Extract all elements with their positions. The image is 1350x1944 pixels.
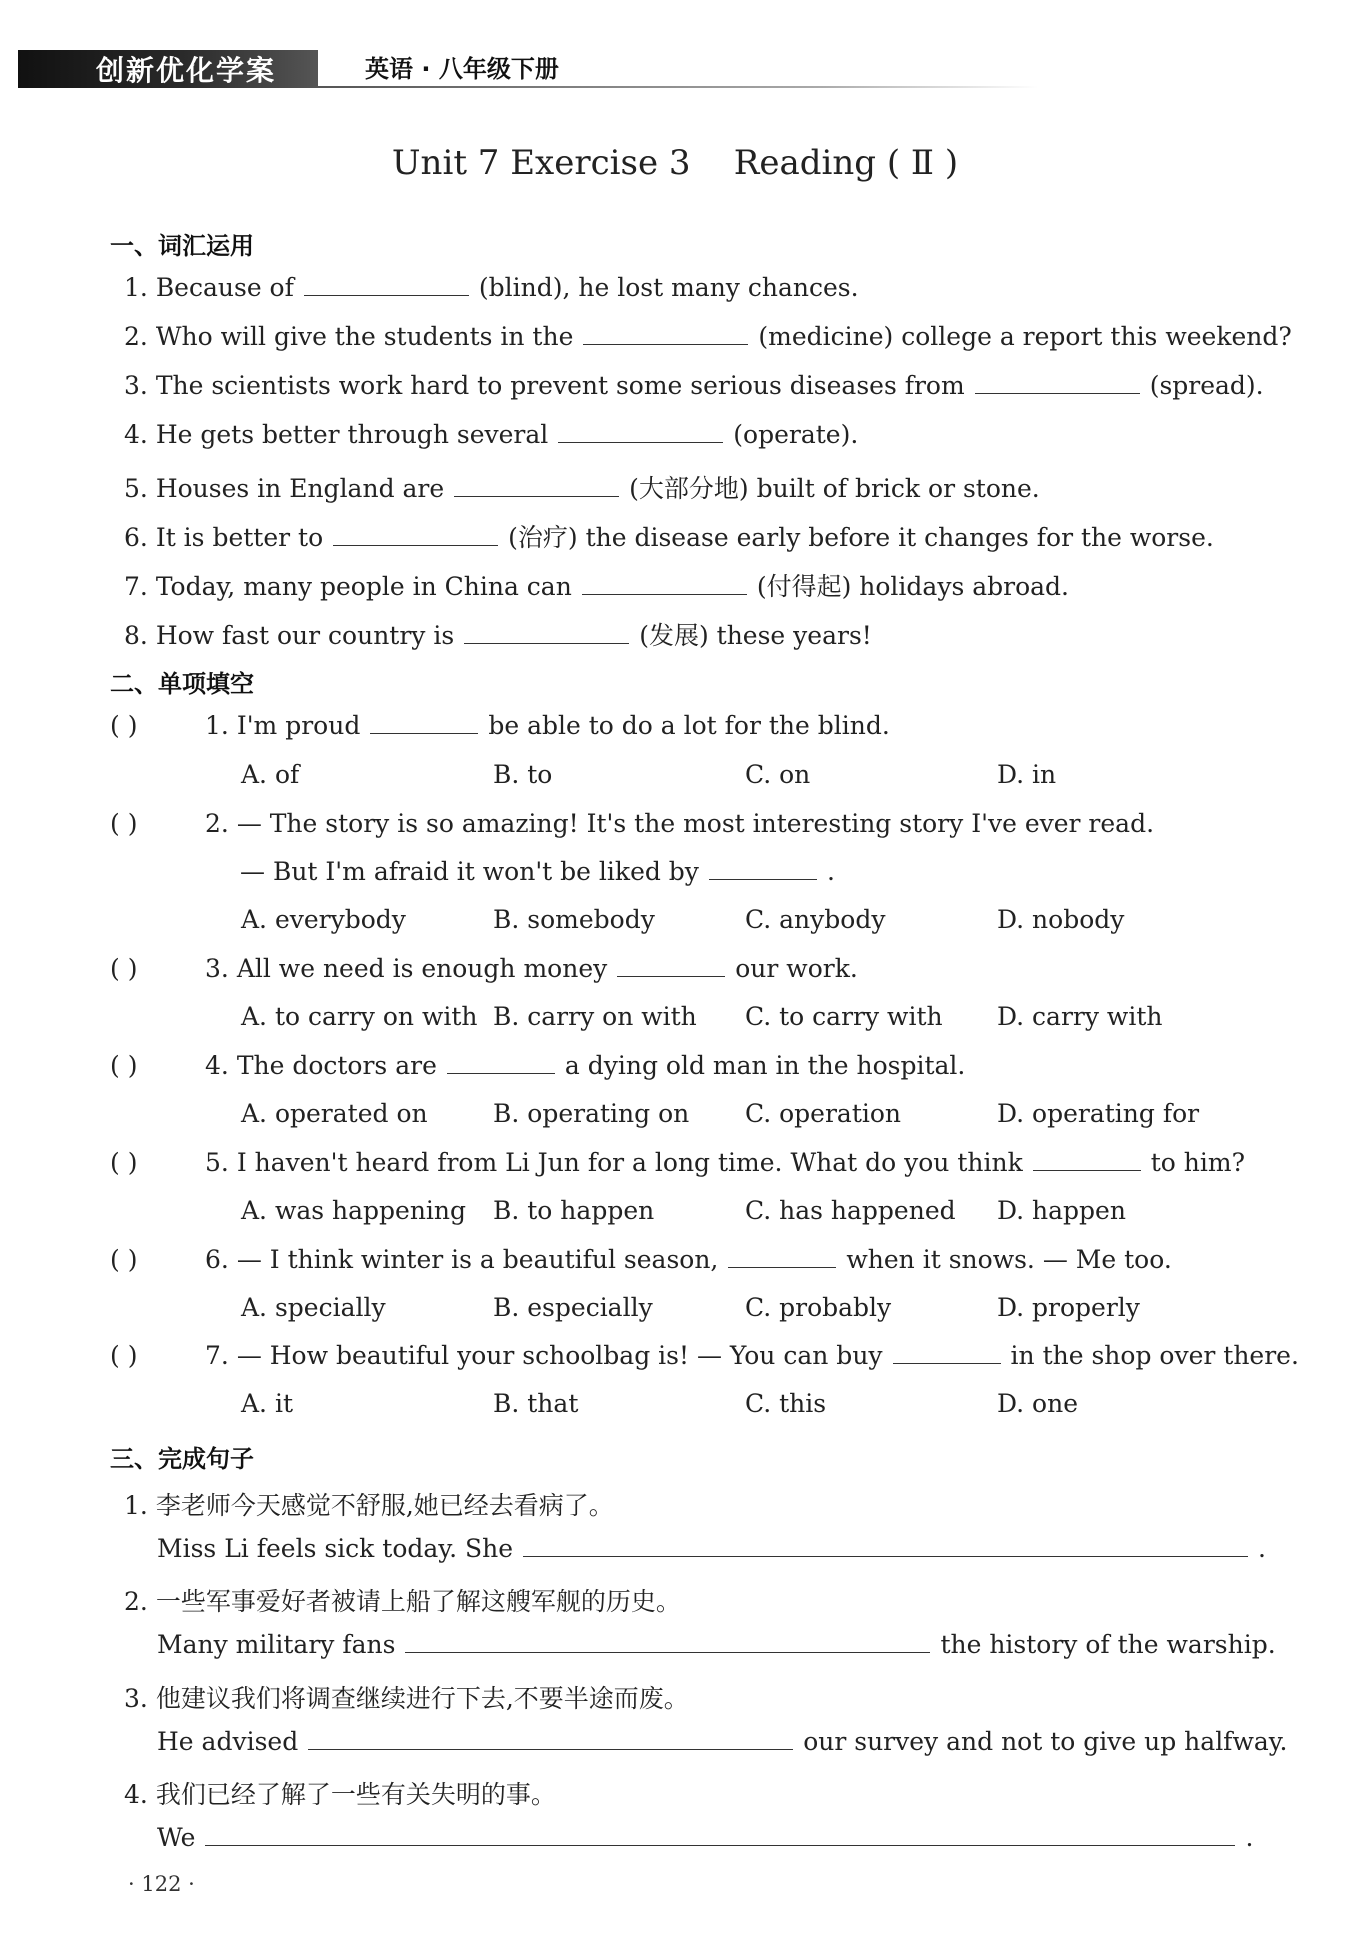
option-b: B. carry on with [493, 1002, 697, 1031]
vocab-item-5 [124, 469, 1040, 505]
question-text-before: I haven't heard from Li Jun for a long time. What do you think [236, 1148, 1023, 1177]
question-number: 5. [205, 1148, 229, 1177]
option-d: D. carry with [997, 1002, 1163, 1031]
answer-blank[interactable] [464, 623, 629, 644]
item-text-after: (blind), he lost many chances. [478, 273, 859, 302]
item-number: 1. [124, 273, 148, 302]
translation-item-2-english [157, 1630, 1276, 1659]
mc-question-5 [110, 1148, 1245, 1177]
item-text-before: He gets better through several [155, 420, 549, 449]
option-a: A. operated on [241, 1099, 428, 1128]
vocab-item-8 [124, 616, 872, 652]
item-number: 7. [124, 572, 148, 601]
option-b: B. operating on [493, 1099, 690, 1128]
option-d: D. properly [997, 1293, 1140, 1322]
option-c: C. this [745, 1389, 827, 1418]
item-text-before: Today, many people in China can [155, 572, 572, 601]
question-number: 6. [205, 1245, 229, 1274]
answer-bracket[interactable]: ( ) [110, 1245, 138, 1274]
answer-blank[interactable] [333, 525, 498, 546]
item-text-after: (发展) these years! [639, 621, 872, 650]
answer-blank [1033, 1150, 1141, 1171]
translation-item-4-english [157, 1823, 1253, 1852]
question-text-before: All we need is enough money [236, 954, 608, 983]
option-c: C. anybody [745, 905, 886, 934]
brand-logo-text: 创新优化学案 [96, 54, 277, 87]
option-d: D. nobody [997, 905, 1125, 934]
item-number: 1. [124, 1491, 148, 1520]
answer-blank [370, 713, 478, 734]
answer-blank[interactable] [583, 324, 748, 345]
option-d: D. operating for [997, 1099, 1200, 1128]
item-text-before: Houses in England are [155, 474, 445, 503]
chinese-prompt: 一些军事爱好者被请上船了解这艘军舰的历史。 [155, 1587, 681, 1616]
option-b: B. to [493, 760, 553, 789]
option-a: A. it [241, 1389, 293, 1418]
item-text-after: (付得起) holidays abroad. [756, 572, 1069, 601]
vocab-item-3 [124, 371, 1264, 400]
option-c: C. operation [745, 1099, 902, 1128]
item-text-before: Who will give the students in the [155, 322, 574, 351]
answer-bracket[interactable]: ( ) [110, 954, 138, 983]
brand-banner [18, 50, 318, 88]
translation-item-3-chinese [124, 1679, 689, 1715]
translation-item-4-chinese [124, 1775, 556, 1811]
answer-blank[interactable] [582, 574, 747, 595]
answer-blank [709, 859, 817, 880]
sentence-before: He advised [157, 1727, 299, 1756]
translation-item-3-english [157, 1727, 1288, 1756]
option-a: A. to carry on with [241, 1002, 478, 1031]
option-c: C. on [745, 760, 811, 789]
question-text-after: . [826, 857, 835, 886]
question-text-before: — The story is so amazing! It's the most interesting story I've ever read. [236, 809, 1155, 838]
question-text-before: — How beautiful your schoolbag is! — You can buy [236, 1341, 883, 1370]
option-c: C. has happened [745, 1196, 956, 1225]
answer-line[interactable] [308, 1729, 793, 1750]
translation-item-2-chinese [124, 1582, 681, 1618]
item-number: 3. [124, 371, 148, 400]
item-text-after: (治疗) the disease early before it changes for the worse. [508, 523, 1214, 552]
vocab-item-6 [124, 518, 1214, 554]
sentence-after: . [1245, 1823, 1254, 1852]
answer-bracket[interactable]: ( ) [110, 1341, 138, 1370]
question-text-after: when it snows. — Me too. [846, 1245, 1172, 1274]
question-text-after: a dying old man in the hospital. [564, 1051, 966, 1080]
question-number: 4. [205, 1051, 229, 1080]
answer-bracket[interactable]: ( ) [110, 711, 138, 740]
translation-item-1-chinese [124, 1486, 614, 1522]
question-number: 1. [205, 711, 229, 740]
question-text-after: be able to do a lot for the blind. [488, 711, 890, 740]
question-text-after: to him? [1150, 1148, 1246, 1177]
chinese-prompt: 李老师今天感觉不舒服,她已经去看病了。 [155, 1491, 614, 1520]
answer-bracket[interactable]: ( ) [110, 1148, 138, 1177]
chinese-prompt: 他建议我们将调查继续进行下去,不要半途而废。 [155, 1684, 689, 1713]
answer-line[interactable] [205, 1825, 1235, 1846]
item-number: 2. [124, 322, 148, 351]
item-number: 6. [124, 523, 148, 552]
option-d: D. in [997, 760, 1057, 789]
mc-question-3 [110, 954, 858, 983]
question-text-after: our work. [735, 954, 858, 983]
chinese-prompt: 我们已经了解了一些有关失明的事。 [155, 1780, 556, 1809]
item-text-after: (spread). [1149, 371, 1264, 400]
item-text-before: The scientists work hard to prevent some serious diseases from [155, 371, 965, 400]
sentence-after: . [1258, 1534, 1266, 1563]
question-number: 7. [205, 1341, 229, 1370]
page-title: Unit 7 Exercise 3 Reading ( Ⅱ ) [391, 143, 959, 183]
answer-blank[interactable] [454, 476, 619, 497]
option-b: B. that [493, 1389, 579, 1418]
item-number: 4. [124, 1780, 148, 1809]
option-a: A. everybody [241, 905, 406, 934]
answer-line[interactable] [405, 1632, 930, 1653]
question-text-before: — But I'm afraid it won't be liked by [240, 857, 699, 886]
answer-blank [728, 1247, 836, 1268]
item-number: 5. [124, 474, 148, 503]
answer-blank [617, 956, 725, 977]
option-b: B. somebody [493, 905, 655, 934]
item-text-before: How fast our country is [155, 621, 455, 650]
vocab-item-4 [124, 420, 858, 449]
mc-question-6 [110, 1245, 1172, 1274]
vocab-item-7 [124, 567, 1069, 603]
header-divider [318, 86, 1038, 88]
sentence-before: We [157, 1823, 196, 1852]
vocab-item-1 [124, 273, 859, 302]
item-text-after: (medicine) college a report this weekend? [758, 322, 1292, 351]
mc-question-2 [110, 809, 1154, 838]
option-a: A. specially [241, 1293, 386, 1322]
option-d: D. happen [997, 1196, 1126, 1225]
item-text-before: Because of [155, 273, 294, 302]
translation-item-1-english [157, 1534, 1266, 1563]
answer-blank[interactable] [975, 373, 1140, 394]
item-number: 8. [124, 621, 148, 650]
mc-question-4 [110, 1051, 965, 1080]
item-text-before: It is better to [155, 523, 324, 552]
answer-blank [893, 1343, 1001, 1364]
section-heading-vocabulary: 一、词汇运用 [110, 232, 254, 260]
sentence-after: the history of the warship. [940, 1630, 1276, 1659]
section-heading-complete-sentences: 三、完成句子 [110, 1445, 254, 1473]
vocab-item-2 [124, 322, 1292, 351]
sentence-before: Many military fans [157, 1630, 396, 1659]
answer-blank [447, 1053, 555, 1074]
option-c: C. to carry with [745, 1002, 943, 1031]
answer-bracket[interactable]: ( ) [110, 809, 138, 838]
mc-question-7 [110, 1341, 1299, 1370]
option-a: A. was happening [241, 1196, 467, 1225]
item-text-after: (大部分地) built of brick or stone. [629, 474, 1040, 503]
option-b: B. to happen [493, 1196, 655, 1225]
answer-line[interactable] [523, 1536, 1248, 1557]
question-text-before: I'm proud [236, 711, 361, 740]
answer-blank[interactable] [558, 422, 723, 443]
item-text-after: (operate). [733, 420, 859, 449]
book-title: 英语 · 八年级下册 [365, 55, 559, 83]
question-text-before: The doctors are [236, 1051, 437, 1080]
option-d: D. one [997, 1389, 1078, 1418]
option-c: C. probably [745, 1293, 892, 1322]
sentence-before: Miss Li feels sick today. She [157, 1534, 514, 1563]
option-a: A. of [241, 760, 300, 789]
mc-question-1 [110, 711, 890, 740]
question-number: 3. [205, 954, 229, 983]
question-text-before: — I think winter is a beautiful season, [236, 1245, 719, 1274]
item-number: 3. [124, 1684, 148, 1713]
section-heading-multiple-choice: 二、单项填空 [110, 670, 254, 698]
item-number: 4. [124, 420, 148, 449]
answer-bracket[interactable]: ( ) [110, 1051, 138, 1080]
page-number: · 122 · [128, 1872, 195, 1896]
mc-question-2-line-2 [240, 857, 835, 886]
sentence-after: our survey and not to give up halfway. [803, 1727, 1288, 1756]
item-number: 2. [124, 1587, 148, 1616]
question-number: 2. [205, 809, 229, 838]
question-text-after: in the shop over there. [1010, 1341, 1299, 1370]
option-b: B. especially [493, 1293, 653, 1322]
answer-blank[interactable] [304, 275, 469, 296]
